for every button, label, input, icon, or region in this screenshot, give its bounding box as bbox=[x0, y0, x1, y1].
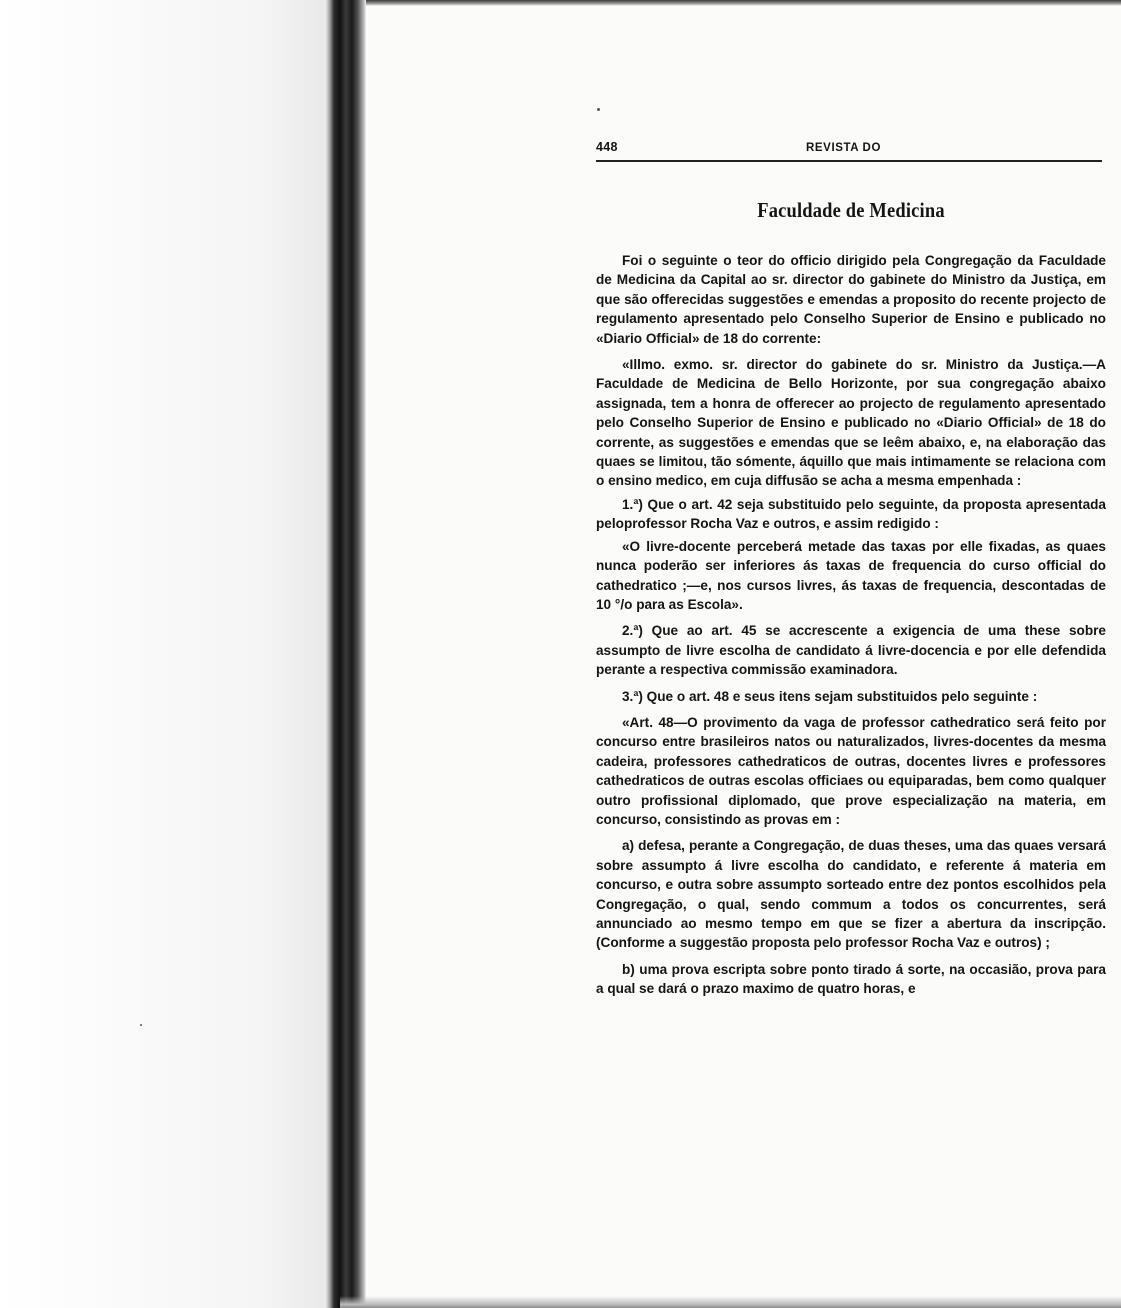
header-rule bbox=[596, 160, 1102, 162]
paragraph: «Art. 48—O provimento da vaga de professor cathedratico será feito por concurso entre brasileiros natos ou naturalizados, livres-docentes da mesma cadeira, professores cathedraticos de outras, docentes livres e professores cathedraticos de outras escolas officiaes ou equiparadas, bem como qualquer outro profissional diplomado, que prove especialização na materia, em concurso, consistindo as provas em : bbox=[596, 714, 1106, 827]
paragraph: a) defesa, perante a Congregação, de duas theses, uma das quaes versará sobre assumpto á livre escolha do candidato, e referente á materia em concurso, e outra sobre assumpto sorteado entre dez pontos escolhidos pela Congregação, o qual, sendo commum a todos os concurrentes, será annunciado ao mesmo tempo em que se fizer a abertura da inscripção. (Conforme a suggestão proposta pelo professor Rocha Vaz e outros) ; bbox=[596, 838, 1106, 951]
speck bbox=[140, 1024, 142, 1026]
article-body bbox=[596, 251, 1106, 999]
speck bbox=[597, 108, 600, 111]
paragraph: 3.ª) Que o art. 48 e seus itens sejam substituidos pelo seguinte : bbox=[622, 688, 1038, 704]
paragraph: 1.ª) Que o art. 42 seja substituido pelo seguinte, da proposta apresentada peloprofessor Rocha Vaz e outros, e assim redigido : bbox=[596, 496, 1106, 532]
book-binding-gutter bbox=[326, 0, 366, 1308]
page-bottom-edge bbox=[340, 1296, 1121, 1308]
facing-page-blank bbox=[0, 0, 326, 1308]
running-head: REVISTA DO bbox=[806, 142, 882, 154]
paragraph: Foi o seguinte o teor do officio dirigido pela Congregação da Faculdade de Medicina da Capital ao sr. director do gabinete do Ministro da Justiça, em que são offerecidas suggestões e emendas a proposito do recente projecto de regulamento apresentado pelo Conselho Superior de Ensino e publicado no «Diario Official» de 18 do corrente: bbox=[596, 253, 1106, 346]
page-header bbox=[596, 138, 1106, 158]
paragraph: 2.ª) Que ao art. 45 se accrescente a exigencia de uma these sobre assumpto de livre escolha de candidato á livre-docencia e por elle defendida perante a respectiva commissão examinadora. bbox=[596, 623, 1106, 678]
paragraph: «O livre-docente perceberá metade das taxas por elle fixadas, as quaes nunca poderão ser inferiores ás taxas de frequencia do curso official do cathedratico ;—e, nos cursos livres, ás taxas de frequencia, descontadas de 10 °/o para as Escola». bbox=[596, 538, 1106, 612]
page-top-edge bbox=[366, 0, 1121, 6]
page-number: 448 bbox=[596, 140, 618, 154]
document-page bbox=[596, 138, 1106, 1003]
article-title: Faculdade de Medicina bbox=[757, 198, 945, 222]
paragraph: «Illmo. exmo. sr. director do gabinete do sr. Ministro da Justiça.—A Faculdade de Medicina de Bello Horizonte, por sua congregação abaixo assignada, tem a honra de offerecer ao projecto de regulamento apresentado pelo Conselho Superior de Ensino e publicado no «Diario Official» de 18 do corrente, as suggestões e emendas que se leêm abaixo, e, na elaboração das quaes se limitou, tão sómente, áquillo que mais intimamente se relaciona com o ensino medico, em cuja diffusão se acha a mesma empenhada : bbox=[596, 357, 1106, 489]
paragraph: b) uma prova escripta sobre ponto tirado á sorte, na occasião, prova para a qual se dará o prazo maximo de quatro horas, e bbox=[596, 961, 1106, 997]
